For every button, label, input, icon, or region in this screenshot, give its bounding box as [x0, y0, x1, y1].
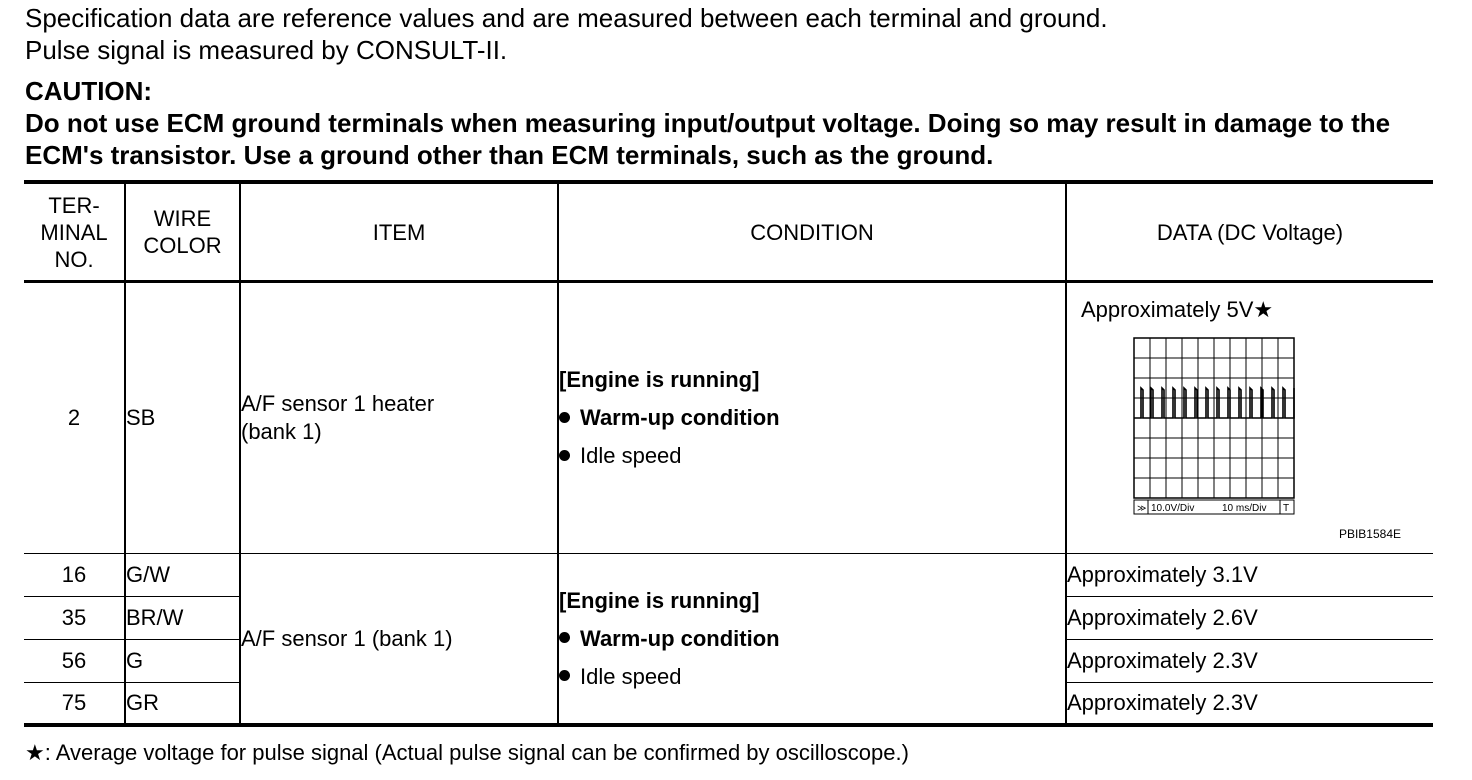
ecm-terminal-table: [24, 180, 1433, 727]
wire-color: SB: [125, 282, 240, 554]
bullet-icon: [559, 670, 570, 681]
data-value: Approximately 2.3V: [1066, 683, 1433, 726]
header-item: ITEM: [240, 182, 558, 282]
table-row: [24, 554, 1433, 597]
header-terminal-line-2: MINAL: [40, 219, 108, 245]
condition-title: [Engine is running]: [559, 367, 760, 392]
header-wire-color: [125, 182, 240, 282]
header-terminal-line-3: NO.: [54, 246, 94, 272]
condition-bullet-text: Warm-up condition: [580, 625, 780, 651]
wire-color: GR: [125, 683, 240, 726]
oscilloscope-waveform: [1129, 333, 1299, 523]
scope-trigger-icon: T: [1283, 503, 1290, 514]
data-value-text: Approximately 5V: [1081, 297, 1254, 322]
header-terminal: [24, 182, 125, 282]
terminal-number: 35: [24, 597, 125, 640]
condition-bullet-text: Idle speed: [580, 663, 682, 689]
wire-color: G/W: [125, 554, 240, 597]
item-cell: A/F sensor 1 (bank 1): [240, 554, 558, 726]
terminal-number: 56: [24, 640, 125, 683]
header-data: DATA (DC Voltage): [1066, 182, 1433, 282]
scope-time-scale: 10 ms/Div: [1222, 503, 1267, 514]
data-value: Approximately 3.1V: [1066, 554, 1433, 597]
figure-code: PBIB1584E: [1338, 527, 1401, 541]
item-cell: [240, 282, 558, 554]
data-cell: [1066, 282, 1433, 554]
header-wire-line-2: COLOR: [143, 233, 222, 258]
star-icon: ★: [1253, 297, 1274, 322]
data-value: [1081, 297, 1273, 323]
condition-title: [Engine is running]: [559, 587, 760, 613]
terminal-number: 75: [24, 683, 125, 726]
star-icon: ★: [25, 740, 45, 765]
table-row: [24, 282, 1433, 554]
condition-bullet: [559, 399, 1065, 437]
item-line-2: (bank 1): [241, 419, 322, 444]
condition-cell: [558, 282, 1066, 554]
intro-line-2: Pulse signal is measured by CONSULT-II.: [25, 35, 508, 65]
header-terminal-line-1: TER-: [48, 192, 100, 218]
condition-bullet: [559, 658, 1065, 696]
bullet-icon: [559, 450, 570, 461]
item-line-1: A/F sensor 1 heater: [241, 391, 435, 416]
condition-bullet: [559, 437, 1065, 475]
header-condition: CONDITION: [558, 182, 1066, 282]
scope-volt-scale: 10.0V/Div: [1151, 503, 1195, 514]
header-wire-line-1: WIRE: [153, 206, 212, 231]
intro-text: [25, 2, 1108, 66]
wire-color: BR/W: [125, 597, 240, 640]
caution-text: Do not use ECM ground terminals when measuring input/output voltage. Doing so may result in damage to the ECM's transistor. Use a ground other than ECM terminals, such as the ground.: [25, 108, 1391, 170]
condition-bullet: [559, 620, 1065, 658]
data-cell-content: [1067, 283, 1433, 553]
bullet-icon: [559, 412, 570, 423]
scope-left-icon: ≫: [1137, 503, 1147, 513]
condition-bullet-text: Idle speed: [580, 443, 682, 468]
terminal-number: 16: [24, 554, 125, 597]
caution-title: CAUTION:: [25, 76, 153, 106]
condition-cell: [558, 554, 1066, 726]
footnote-text: : Average voltage for pulse signal (Actual pulse signal can be confirmed by oscilloscope.): [44, 740, 909, 765]
footnote: [25, 740, 909, 766]
intro-line-1: Specification data are reference values and are measured between each terminal and ground.: [25, 3, 1108, 33]
data-value: Approximately 2.6V: [1066, 597, 1433, 640]
bullet-icon: [559, 632, 570, 643]
wire-color: G: [125, 640, 240, 683]
terminal-number: 2: [24, 282, 125, 554]
table-header-row: [24, 182, 1433, 282]
condition-bullet-text: Warm-up condition: [580, 405, 780, 430]
data-value: Approximately 2.3V: [1066, 640, 1433, 683]
